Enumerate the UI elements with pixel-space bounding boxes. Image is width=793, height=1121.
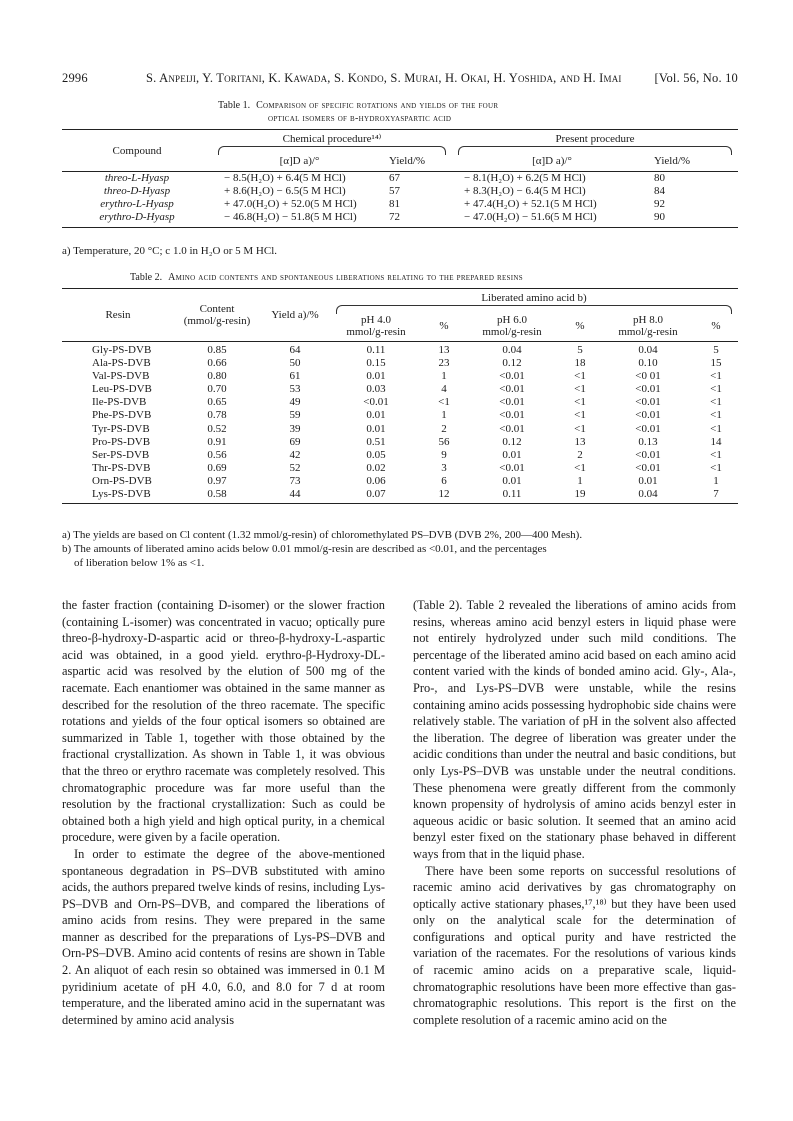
table2-row	[62, 475, 738, 488]
table2-cell-ph6: 0.12	[502, 435, 522, 448]
table2-cell-ph6-pct: <1	[574, 461, 586, 474]
table2-header-ph6-pct: %	[575, 320, 585, 332]
table2-cell-resin: Pro-PS-DVB	[92, 435, 151, 448]
table1-cell-chem-rotation: − 8.5(H₂O) + 6.4(5 M HCl)	[224, 172, 346, 184]
table1-cell-compound: erythro-L-Hyasp	[100, 198, 174, 210]
table2-cell-yield: 42	[289, 448, 301, 461]
table2-row	[62, 436, 738, 449]
table2-cell-ph4: 0.01	[366, 370, 386, 383]
table2-cell-ph6: 0.11	[502, 488, 522, 501]
table2-cell-ph4: 0.06	[366, 474, 386, 487]
table1-cell-compound: threo-D-Hyasp	[103, 185, 171, 197]
table2-cell-yield: 69	[289, 435, 301, 448]
table2-cell-yield: 53	[289, 383, 301, 396]
table1-cell-chem-yield: 72	[389, 211, 400, 223]
table1-label: Table 1.	[218, 100, 251, 111]
right-paragraph-1: (Table 2). Table 2 revealed the liberations of amino acids from resins, whereas amino acid benzyl esters in liquid phase were not entirely hydrolyzed under such mild conditions. The percentage of the liberated amino acid based on each amino acid content varied with the kinds of bonded amino acid. Gly-, Ala-, Pro-, and Lys-PS–DVB were unstable, while the resins containing amino acids possessing hydrophobic side chains were relatively stable. The variation of pH in the solvent also affected the liberation. The degree of liberation was greater under the acidic conditions than under the neutral and basic conditions, but only Lys-PS–DVB was unstable under the neutral conditions. These phenomena were greatly different from the commonly known propensity of hydrolysis of amino acids benzyl ester in aqueous acidic or basic solution. It seemed that an amino acid benzyl ester fixed on the stationary phase behaved in different ways from that in the liquid phase.	[413, 598, 736, 861]
table1-cell-chem-yield: 81	[389, 198, 400, 210]
table1-cell-compound: erythro-D-Hyasp	[99, 211, 175, 223]
table2-cell-ph8: <0.01	[635, 383, 661, 396]
table2-cell-ph8: <0.01	[635, 409, 661, 422]
table2-cell-ph8-pct: 5	[713, 344, 719, 356]
table2-cell-resin: Ser-PS-DVB	[92, 448, 150, 461]
table2-cell-resin: Val-PS-DVB	[92, 370, 150, 383]
table1-header-rotation-pres: [α]D a)/°	[532, 155, 572, 167]
table2-cell-ph4-pct: 6	[441, 474, 447, 487]
table2-cell-ph8: 0.01	[638, 474, 658, 487]
page-number: 2996	[62, 71, 88, 85]
table2-cell-content: 0.97	[207, 474, 227, 487]
table1-cell-compound: threo-L-Hyasp	[104, 172, 170, 184]
table2-cell-content: 0.56	[207, 448, 227, 461]
table2-row	[62, 462, 738, 475]
table2-cell-ph4-pct: 3	[441, 461, 447, 474]
table2-cell-yield: 49	[289, 396, 301, 409]
table2-cell-resin: Ile-PS-DVB	[92, 396, 147, 409]
left-column	[62, 597, 385, 1028]
table2-caption-text: Amino acid contents and spontaneous liberations relating to the prepared resins	[168, 272, 523, 283]
table2-cell-content: 0.78	[207, 409, 227, 422]
table2-header-yield: Yield a)/%	[271, 309, 319, 321]
table2-cell-resin: Gly-PS-DVB	[92, 344, 152, 356]
table2-cell-ph8: <0.01	[635, 396, 661, 409]
table2-cell-ph6-pct: 2	[577, 448, 583, 461]
table2-cell-ph4-pct: 4	[441, 383, 447, 396]
table2-cell-ph6-pct: 13	[574, 435, 586, 448]
table2-cell-yield: 44	[289, 488, 301, 501]
table2-cell-ph4-pct: 23	[438, 357, 450, 370]
table2-cell-ph6-pct: 19	[574, 488, 586, 501]
table1-cell-chem-rotation: − 46.8(H₂O) − 51.8(5 M HCl)	[224, 211, 357, 223]
table1-cell-pres-rotation: − 8.1(H₂O) + 6.2(5 M HCl)	[464, 172, 586, 184]
table2-cell-ph6: <0.01	[499, 396, 525, 409]
table2-cell-ph4-pct: 1	[441, 370, 447, 383]
table2-cell-yield: 59	[289, 409, 301, 422]
table2-row	[62, 396, 738, 409]
table2-cell-ph8-pct: <1	[710, 409, 722, 422]
table1-cell-chem-yield: 57	[389, 185, 400, 197]
table1-header-yield-chem: Yield/%	[389, 155, 426, 167]
table2-cell-ph4-pct: <1	[438, 396, 450, 409]
table1-cell-pres-yield: 80	[654, 172, 665, 184]
table2-cell-ph6-pct: 1	[577, 474, 583, 487]
table2-cell-ph4-pct: 2	[441, 422, 447, 435]
table2-cell-ph6: <0.01	[499, 409, 525, 422]
table2-cell-ph6: <0.01	[499, 383, 525, 396]
table2-cell-ph6-pct: <1	[574, 370, 586, 383]
table1-caption-line1: Comparison of specific rotations and yields of the four	[256, 100, 499, 111]
table2-cell-ph8-pct: <1	[710, 448, 722, 461]
table1-header-rotation-chem: [α]D a)/°	[279, 155, 320, 167]
table2-cell-ph4-pct: 13	[438, 344, 450, 356]
table2-cell-ph8: <0.01	[635, 448, 661, 461]
table2-cell-yield: 61	[289, 370, 301, 383]
table1-row	[62, 198, 738, 211]
table2-cell-ph4: 0.11	[366, 344, 386, 356]
table2-cell-ph6-pct: <1	[574, 396, 586, 409]
table2-footnote-b1: b) The amounts of liberated amino acids below 0.01 mmol/g-resin are described as <0.01, and the percentages	[62, 543, 547, 555]
table2-cell-ph4: 0.01	[366, 409, 386, 422]
table2-footnote-a: a) The yields are based on Cl content (1.32 mmol/g-resin) of chloromethylated PS–DVB (DVB 2%, 200—400 Mesh).	[62, 529, 583, 541]
table1-cell-chem-rotation: + 47.0(H₂O) + 52.0(5 M HCl)	[224, 198, 357, 210]
table2-cell-ph4: <0.01	[363, 396, 389, 409]
table1-cell-pres-rotation: − 47.0(H₂O) − 51.6(5 M HCl)	[464, 211, 597, 223]
table2-cell-ph4-pct: 12	[438, 488, 450, 501]
table2-row	[62, 357, 738, 370]
table2-row	[62, 449, 738, 462]
table1-cell-pres-rotation: + 8.3(H₂O) − 6.4(5 M HCl)	[464, 185, 586, 197]
table2-row	[62, 423, 738, 436]
table2-cell-ph6: <0.01	[499, 461, 525, 474]
table1-cell-pres-yield: 84	[654, 185, 665, 197]
table2-cell-ph6: 0.12	[502, 357, 522, 370]
table1-header-compound: Compound	[112, 144, 162, 157]
right-paragraph-2: There have been some reports on successful resolutions of racemic amino acid derivatives by gas chromatography on optically active stationary phases,¹⁷,¹⁸⁾ but they have been used only on the analytical scale for the determination of configurations and optical purity and have restricted the variation of the racemates. For the resolutions of various kinds of racemic amino acids on a preparative scale, liquid-chromatographic resolutions have been more effective than gas-chromatographic resolutions. This report is the first on the complete resolution of a racemic amino acid on the	[413, 863, 736, 1027]
table2-cell-resin: Tyr-PS-DVB	[92, 422, 150, 435]
table1-cell-pres-yield: 92	[654, 198, 665, 210]
author-line: S. Anpeiji, Y. Toritani, K. Kawada, S. Kondo, S. Murai, H. Okai, H. Yoshida, and H. Imai	[146, 71, 622, 85]
table2-cell-ph8: <0.01	[635, 422, 661, 435]
table2-cell-ph8-pct: <1	[710, 461, 722, 474]
table2-cell-ph8-pct: 7	[713, 488, 719, 501]
table2-footnote-b2: of liberation below 1% as <1.	[74, 557, 205, 569]
table2-row	[62, 488, 738, 504]
table2-cell-resin: Ala-PS-DVB	[92, 357, 151, 370]
table2-caption	[130, 271, 750, 284]
table2-header-resin: Resin	[105, 309, 131, 321]
table2-cell-content: 0.58	[207, 488, 227, 501]
table2-cell-ph8: 0.04	[638, 344, 658, 356]
table2-cell-content: 0.70	[207, 383, 227, 396]
table1-header-chemical: Chemical procedure¹⁴⁾	[212, 130, 452, 156]
table2-cell-ph6: 0.01	[502, 474, 522, 487]
table1-cell-pres-rotation: + 47.4(H₂O) + 52.1(5 M HCl)	[464, 198, 597, 210]
table1-caption-line2: optical isomers of β-hydroxyaspartic acid	[268, 113, 452, 124]
table2-cell-yield: 50	[289, 357, 301, 370]
table2-cell-resin: Leu-PS-DVB	[92, 383, 152, 396]
table2-cell-ph4-pct: 9	[441, 448, 447, 461]
table2-cell-ph4: 0.03	[366, 383, 386, 396]
table1-body	[62, 172, 738, 228]
table2-cell-ph6-pct: <1	[574, 409, 586, 422]
table1-cell-chem-rotation: + 8.6(H₂O) − 6.5(5 M HCl)	[224, 185, 346, 197]
table1-row	[62, 185, 738, 198]
table2-cell-content: 0.52	[207, 422, 227, 435]
table2-header-content: Content (mmol/g-resin)	[183, 303, 251, 327]
table2-cell-ph8-pct: 14	[710, 435, 722, 448]
table2-cell-ph6: 0.04	[502, 344, 522, 356]
table2-cell-resin: Lys-PS-DVB	[92, 488, 151, 501]
table2-cell-resin: Thr-PS-DVB	[92, 461, 151, 474]
table2-cell-resin: Orn-PS-DVB	[92, 474, 152, 487]
table1-footnote: a) Temperature, 20 °C; c 1.0 in H₂O or 5 M HCl.	[62, 245, 277, 257]
table1-row	[62, 211, 738, 228]
table2-cell-ph4: 0.02	[366, 461, 386, 474]
table2-header-ph6: pH 6.0 mmol/g-resin	[482, 314, 542, 338]
table2-footnotes	[62, 528, 742, 570]
table2-cell-ph8: 0.10	[638, 357, 658, 370]
table1-brace-chemical	[218, 146, 446, 155]
table1-brace-present	[458, 146, 732, 155]
table2-cell-content: 0.66	[207, 357, 227, 370]
table2-cell-ph8-pct: <1	[710, 370, 722, 383]
table1-caption	[218, 99, 598, 125]
table2-header-ph8-pct: %	[711, 320, 721, 332]
table2-cell-ph6: <0.01	[499, 422, 525, 435]
table2-cell-yield: 73	[289, 474, 301, 487]
table2-brace-liberated	[336, 305, 732, 314]
table2-cell-ph4: 0.51	[366, 435, 386, 448]
table2-cell-ph8: <0.01	[635, 461, 661, 474]
table2-cell-ph4-pct: 1	[441, 409, 447, 422]
table2-cell-ph8-pct: 1	[713, 474, 719, 487]
table2-cell-ph6-pct: <1	[574, 422, 586, 435]
table2-cell-ph6-pct: 5	[577, 344, 583, 356]
table2-cell-ph8-pct: <1	[710, 422, 722, 435]
table2-cell-ph4: 0.05	[366, 448, 386, 461]
table2-label: Table 2.	[130, 272, 163, 283]
table2-row	[62, 383, 738, 396]
table2-cell-yield: 39	[289, 422, 301, 435]
table2-cell-resin: Phe-PS-DVB	[92, 409, 152, 422]
table1-row	[62, 172, 738, 186]
table2-header-ph8: pH 8.0 mmol/g-resin	[618, 314, 678, 338]
table2-cell-content: 0.91	[207, 435, 227, 448]
table1-cell-pres-yield: 90	[654, 211, 665, 223]
table2-cell-content: 0.85	[207, 344, 227, 356]
table2-row	[62, 370, 738, 383]
table2-cell-ph8: <0 01	[635, 370, 661, 383]
table2-cell-ph8-pct: <1	[710, 396, 722, 409]
table2-cell-ph8-pct: 15	[710, 357, 722, 370]
table2-cell-ph6: <0.01	[499, 370, 525, 383]
table2-row	[62, 409, 738, 422]
volume-info: [Vol. 56, No. 10	[654, 71, 738, 85]
table2-header-ph4-pct: %	[439, 320, 449, 332]
table2-cell-content: 0.65	[207, 396, 227, 409]
right-column	[413, 597, 736, 1028]
table1	[62, 129, 738, 228]
table2-cell-ph6-pct: <1	[574, 383, 586, 396]
table2-cell-ph8: 0.13	[638, 435, 658, 448]
table2-cell-ph6-pct: 18	[574, 357, 586, 370]
table2-cell-yield: 52	[289, 461, 301, 474]
table1-cell-chem-yield: 67	[389, 172, 400, 184]
table2-header-ph4: pH 4.0 mmol/g-resin	[346, 314, 406, 338]
table2-cell-ph4: 0.15	[366, 357, 386, 370]
table2-header-liberated: Liberated amino acid b)	[330, 289, 738, 315]
table2-cell-ph8: 0.04	[638, 488, 658, 501]
table2-body	[62, 342, 738, 504]
table2-cell-ph6: 0.01	[502, 448, 522, 461]
table2-row	[62, 342, 738, 358]
table2-cell-ph4: 0.01	[366, 422, 386, 435]
table1-header-present: Present procedure	[452, 130, 738, 156]
table2-cell-content: 0.69	[207, 461, 227, 474]
table2-cell-ph4: 0.07	[366, 488, 386, 501]
table2-cell-yield: 64	[289, 344, 301, 356]
table2-cell-ph4-pct: 56	[438, 435, 450, 448]
table2-cell-content: 0.80	[207, 370, 227, 383]
table1-header-yield-pres: Yield/%	[654, 155, 691, 167]
table2-cell-ph8-pct: <1	[710, 383, 722, 396]
table2	[62, 288, 738, 504]
left-paragraph-2: In order to estimate the degree of the above-mentioned spontaneous degradation in PS–DVB substituted with amino acids, the authors prepared twelve kinds of resins, including Lys-PS–DVB and Orn-PS–DVB, and compared the liberations of amino acids from resins. They were prepared in the same manner as described for the preparations of Lys-PS–DVB and Orn-PS–DVB. Amino acid contents of resins are shown in Table 2. An aliquot of each resin so obtained was immersed in 0.1 M pyridinium acetate of pH 4.0, 6.0, and 8.0 for 7 d at room temperature, and the liberated amino acid in the supernatant was determined by amino acid analysis	[62, 846, 385, 1027]
left-paragraph-1: the faster fraction (containing D-isomer) or the slower fraction (containing L-isomer) was concentrated in vacuo; optically pure threo-β-hydroxy-D-aspartic acid or threo-β-hydroxy-L-aspartic acid was obtained, in a good yield. erythro-β-Hydroxy-DL-aspartic acid was resolved by the elution of 500 mg of the racemate. Each enantiomer was obtained in the same manner as described for the resolution of the threo racemate. The specific rotations and yields of the four optical isomers so obtained are summarized in Table 1, together with those obtained by the fractional crystallization. As shown in Table 1, it was obvious that the threo or erythro racemate was completely resolved. This chromatographic procedure was far more useful than the resolution by the fractional crystallization: Such as could be obtained both a high yield and high optical purity, in a chemical procedure, were given by a facile operation.	[62, 598, 385, 845]
